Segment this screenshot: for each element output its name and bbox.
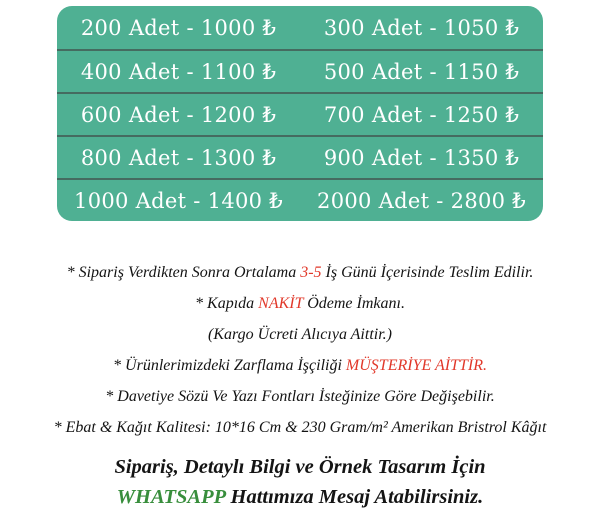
price-row xyxy=(57,49,543,92)
note-text: İş Günü İçerisinde Teslim Edilir. xyxy=(321,264,534,281)
note-text: * Sipariş Verdikten Sonra Ortalama xyxy=(66,264,301,281)
footer-text: Hattımıza Mesaj Atabilirsiniz. xyxy=(225,486,484,508)
note-text: * Davetiye Sözü Ve Yazı Fontları İsteğinize Göre Değişebilir. xyxy=(105,388,495,405)
footer-whatsapp-line xyxy=(0,482,600,512)
notes xyxy=(0,257,600,443)
note-text: * Ebat & Kağıt Kalitesi: 10*16 Cm & 230 Gram/m² Amerikan Bristrol Kâğıt xyxy=(53,419,547,436)
price-cell-left: 1000 Adet - 1400 ₺ xyxy=(74,188,283,213)
note-shipping-fee xyxy=(0,319,600,350)
price-row xyxy=(57,135,543,178)
note-text: Ödeme İmkanı. xyxy=(303,295,405,312)
note-cash-payment xyxy=(0,288,600,319)
price-table xyxy=(57,6,543,221)
price-cell-right: 300 Adet - 1050 ₺ xyxy=(323,15,520,40)
footer xyxy=(0,452,600,512)
note-text: * Ürünlerimizdeki Zarflama İşçiliği xyxy=(113,357,346,374)
price-cell-right: 500 Adet - 1150 ₺ xyxy=(323,59,520,84)
price-row xyxy=(57,92,543,135)
note-text: * Kapıda xyxy=(195,295,259,312)
footer-contact-intro: Sipariş, Detaylı Bilgi ve Örnek Tasarım İçin xyxy=(114,456,486,478)
note-envelope-labor xyxy=(0,350,600,381)
note-highlight: NAKİT xyxy=(258,295,304,312)
price-cell-right: 700 Adet - 1250 ₺ xyxy=(323,102,520,127)
price-row xyxy=(57,6,543,49)
price-cell-left: 400 Adet - 1100 ₺ xyxy=(80,59,277,84)
price-cell-right: 2000 Adet - 2800 ₺ xyxy=(317,188,526,213)
note-customization xyxy=(0,381,600,412)
note-delivery-time xyxy=(0,257,600,288)
price-cell-left: 200 Adet - 1000 ₺ xyxy=(80,15,277,40)
note-size-quality xyxy=(0,412,600,443)
note-highlight: 3-5 xyxy=(300,264,322,281)
price-cell-left: 600 Adet - 1200 ₺ xyxy=(80,102,277,127)
note-text: (Kargo Ücreti Alıcıya Aittir.) xyxy=(208,326,392,343)
whatsapp-highlight: WHATSAPP xyxy=(116,486,226,508)
price-cell-right: 900 Adet - 1350 ₺ xyxy=(323,145,520,170)
price-cell-left: 800 Adet - 1300 ₺ xyxy=(80,145,277,170)
note-highlight: MÜŞTERİYE AİTTİR. xyxy=(345,357,487,374)
price-row xyxy=(57,178,543,221)
